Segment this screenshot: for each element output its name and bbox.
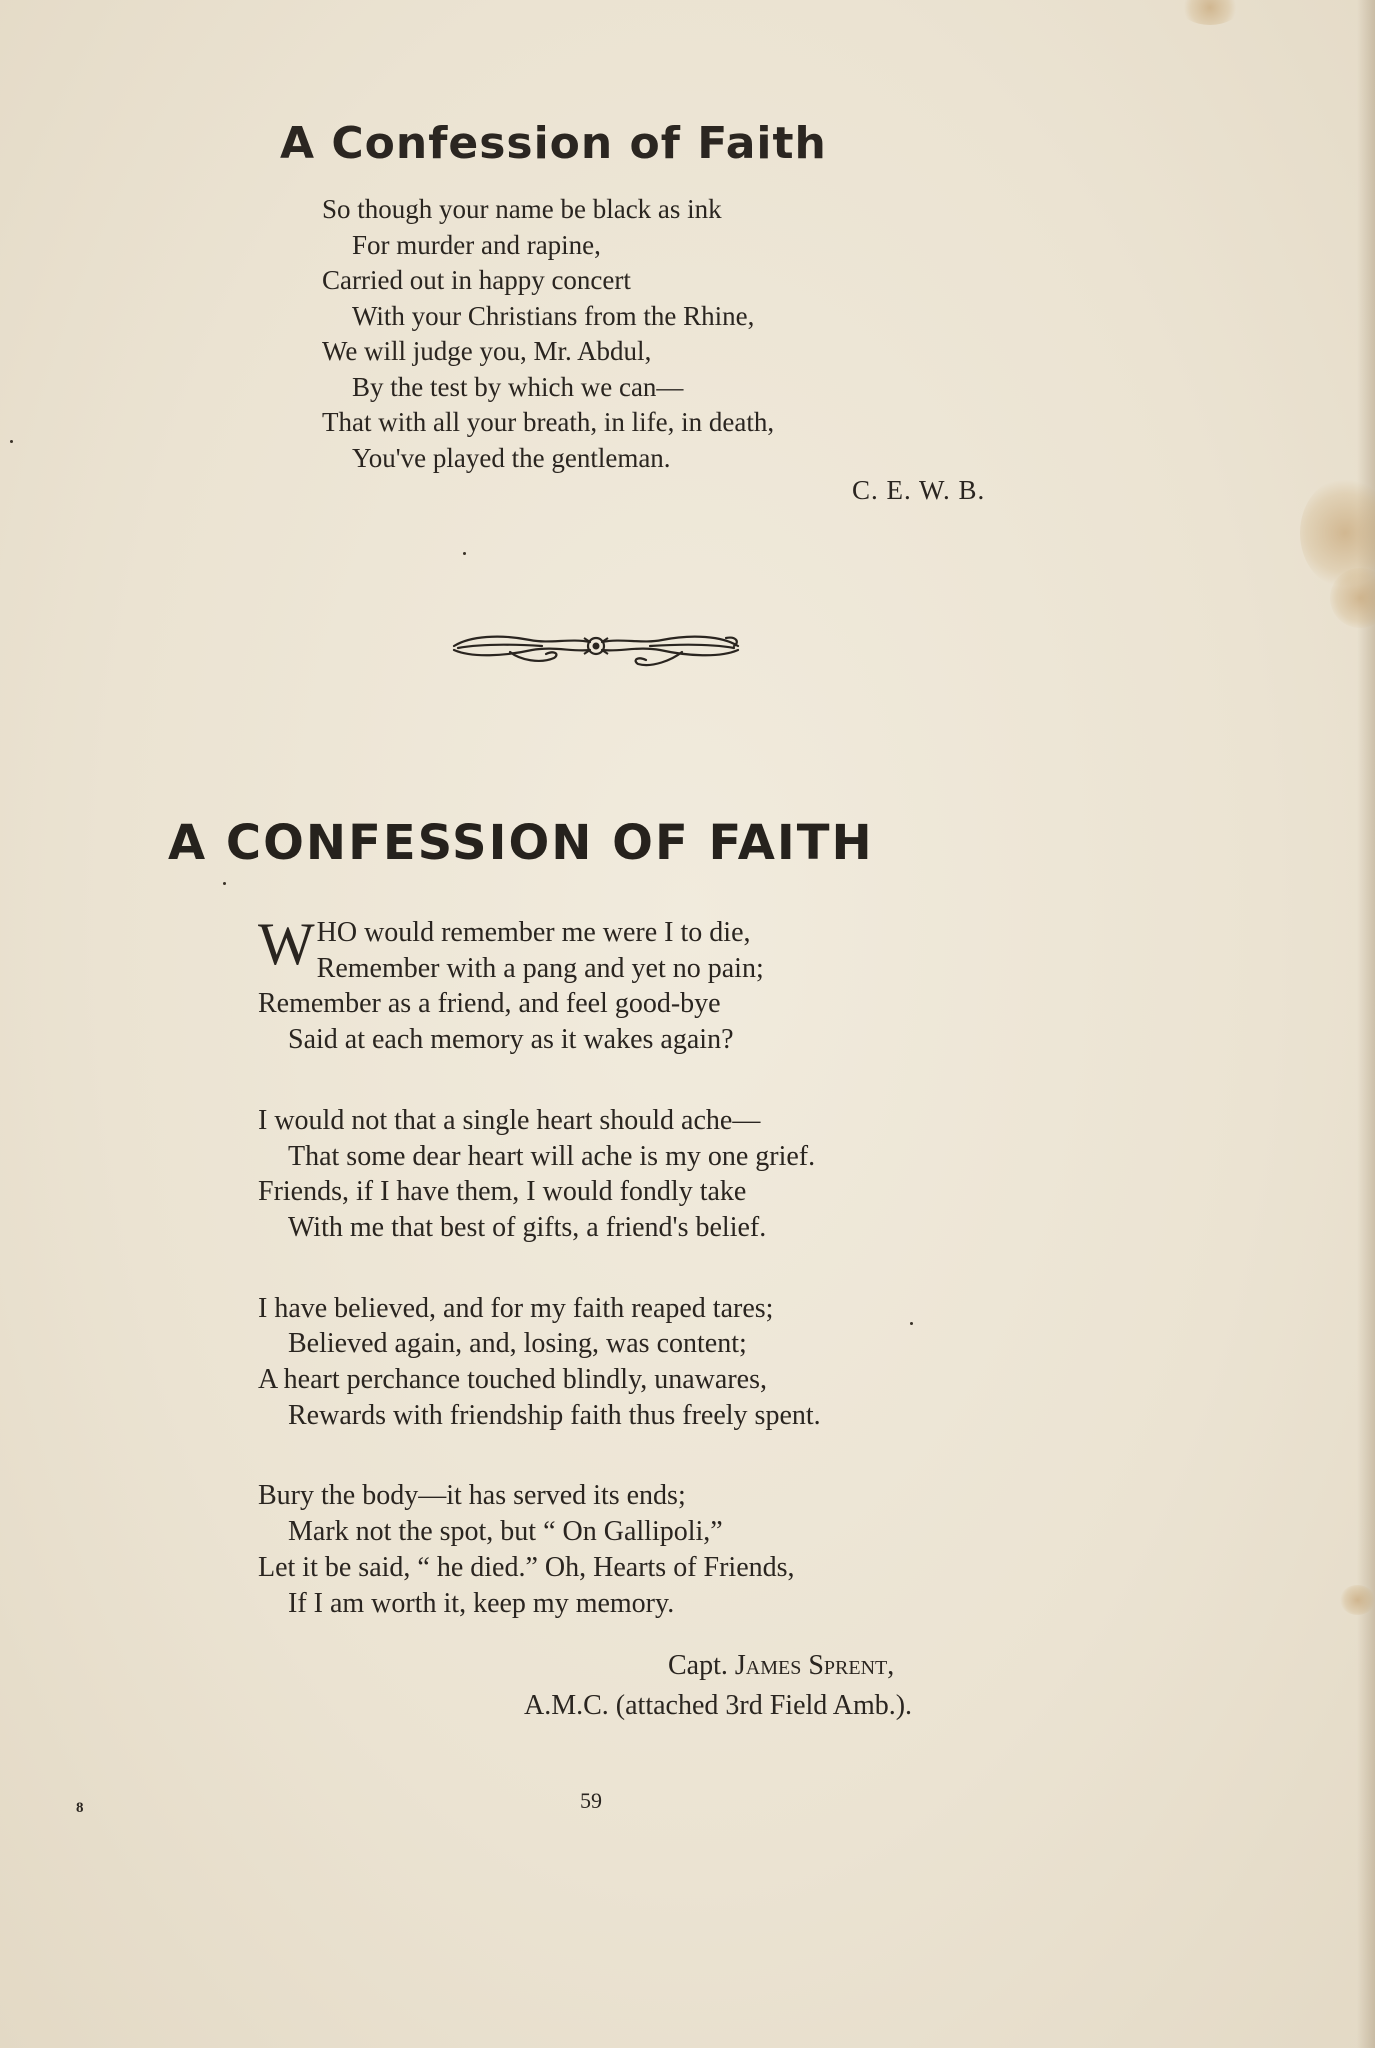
- poem-line: With me that best of gifts, a friend's belief.: [288, 1211, 767, 1243]
- poem-line: I have believed, and for my faith reaped tares;: [258, 1292, 774, 1324]
- signature-rank: Capt.: [668, 1650, 735, 1681]
- paper-speck: [10, 440, 13, 443]
- paper-speck: [223, 882, 226, 885]
- poem-line: That with all your breath, in life, in death,: [322, 407, 775, 437]
- poem-line: That some dear heart will ache is my one grief.: [288, 1140, 816, 1172]
- poem1-signature: C. E. W. B.: [852, 475, 986, 505]
- poem-line: So though your name be black as ink: [322, 194, 722, 224]
- paper-stain: [1340, 1585, 1375, 1615]
- poem-line: I would not that a single heart should ache—: [258, 1104, 761, 1136]
- poem-line: Friends, if I have them, I would fondly take: [258, 1176, 747, 1208]
- poem-line: A heart perchance touched blindly, unawares,: [258, 1364, 767, 1396]
- poem-stanza: [258, 911, 821, 1058]
- poem2-signature-name: [668, 1650, 894, 1682]
- poem-line: Carried out in happy concert: [322, 265, 631, 295]
- poem2-title: A CONFESSION OF FAITH: [168, 815, 874, 871]
- paper-speck: [463, 552, 466, 555]
- poem-line: Let it be said, “ he died.” Oh, Hearts of Friends,: [258, 1551, 795, 1583]
- poem-line: If I am worth it, keep my memory.: [288, 1587, 675, 1619]
- ribbon-scroll-ornament-icon: [450, 624, 742, 672]
- poem2-signature-unit: A.M.C. (attached 3rd Field Amb.).: [524, 1690, 913, 1721]
- poem-line: With your Christians from the Rhine,: [352, 300, 755, 331]
- poem-stanza: [258, 1478, 821, 1621]
- page-number: 59: [580, 1788, 602, 1813]
- poem-stanza: [258, 1291, 821, 1434]
- poem-line: Remember as a friend, and feel good-bye: [258, 988, 721, 1020]
- poem-line: You've played the gentleman.: [352, 442, 671, 473]
- printer-signature-mark: 8: [76, 1800, 84, 1816]
- poem-line: Bury the body—it has served its ends;: [258, 1480, 686, 1512]
- poem-line: HO would remember me were I to die,: [316, 917, 751, 948]
- poem1-title: A Confession of Faith: [280, 118, 827, 169]
- poem-stanza: [258, 1103, 821, 1246]
- poem-line: For murder and rapine,: [352, 229, 601, 260]
- poem-line: We will judge you, Mr. Abdul,: [322, 336, 652, 366]
- poem-line: Remember with a pang and yet no pain;: [316, 952, 764, 984]
- poem-line: By the test by which we can—: [352, 371, 684, 402]
- signature-name: James Sprent,: [734, 1650, 895, 1681]
- poem-line: Mark not the spot, but “ On Gallipoli,”: [288, 1516, 723, 1548]
- poem2-body: [258, 911, 821, 1666]
- page-edge-shadow: [1357, 0, 1375, 2048]
- dropcap: W: [258, 911, 315, 977]
- poem1-body: [322, 192, 774, 476]
- poem-line: Rewards with friendship faith thus freely spent.: [288, 1399, 821, 1431]
- paper-speck: [910, 1322, 913, 1325]
- poem-line: Believed again, and, losing, was content;: [288, 1328, 747, 1360]
- poem-line: Said at each memory as it wakes again?: [288, 1024, 734, 1056]
